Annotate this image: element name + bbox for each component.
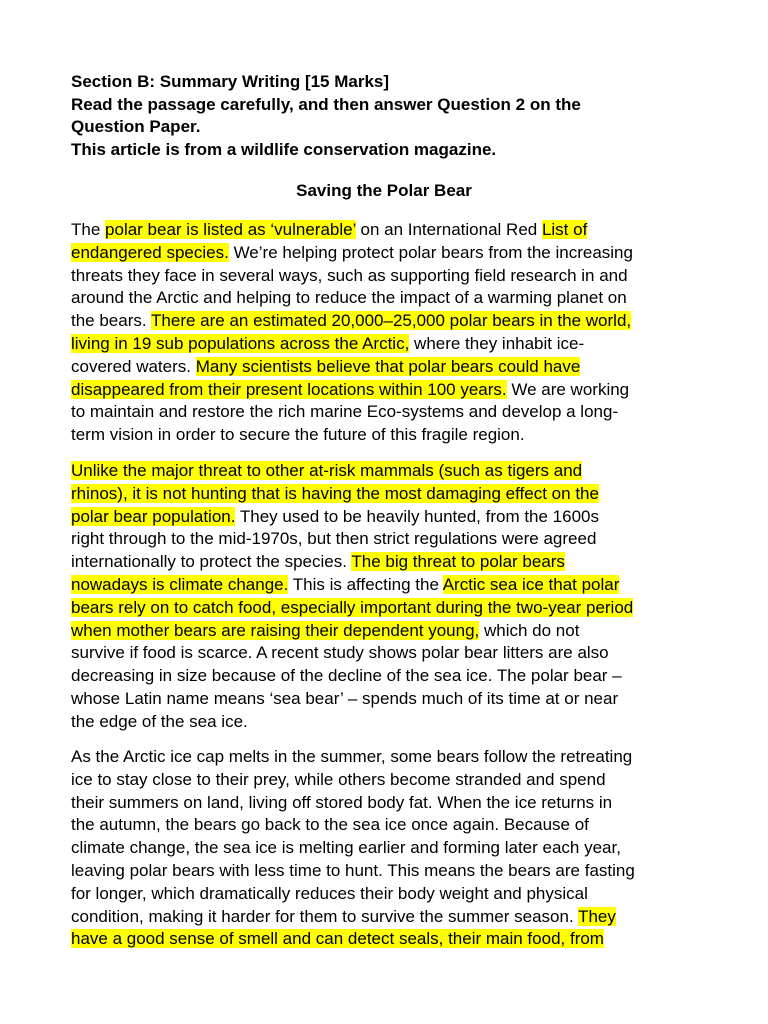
- text-segment: term vision in order to secure the future of this fragile region.: [71, 425, 525, 445]
- highlighted-text: The big threat to polar bears: [351, 552, 565, 572]
- highlighted-text: There are an estimated 20,000–25,000 polar bears in the world,: [151, 311, 632, 331]
- highlighted-text: living in 19 sub populations across the Arctic,: [71, 333, 410, 353]
- text-segment: We’re helping protect polar bears from the increasing: [228, 242, 633, 262]
- text-line: [71, 379, 711, 402]
- section-header: [71, 71, 731, 161]
- highlighted-text: bears rely on to catch food, especially important during the two-year period: [71, 597, 634, 617]
- highlighted-text: Arctic sea ice that polar: [442, 574, 620, 594]
- highlighted-text: when mother bears are raising their dependent young,: [71, 620, 480, 640]
- text-line: [71, 928, 711, 951]
- paragraph-3: [71, 746, 711, 951]
- text-segment: where they inhabit ice-: [409, 333, 585, 353]
- source-note: This article is from a wildlife conservation magazine.: [71, 139, 497, 159]
- highlighted-text: List of: [541, 220, 588, 239]
- text-line: [71, 837, 711, 860]
- text-segment: whose Latin name means ‘sea bear’ – spends much of its time at or near: [71, 688, 619, 708]
- text-line: [71, 424, 711, 447]
- text-line: [71, 333, 711, 356]
- text-segment: The: [71, 220, 106, 239]
- text-line: [71, 769, 711, 792]
- paragraph-1: [71, 219, 711, 447]
- text-line: [71, 814, 711, 837]
- highlighted-text: disappeared from their present locations within 100 years.: [71, 379, 507, 399]
- text-line: [71, 401, 711, 424]
- highlighted-text: nowadays is climate change.: [71, 574, 289, 594]
- text-segment: As the Arctic ice cap melts in the summer, some bears follow the retreating: [71, 747, 633, 766]
- text-line: [71, 356, 711, 379]
- highlighted-text: Many scientists believe that polar bears could have: [195, 356, 581, 376]
- highlighted-text: endangered species.: [71, 242, 229, 262]
- text-line: [71, 642, 711, 665]
- text-segment: internationally to protect the species.: [71, 552, 352, 572]
- text-line: [71, 792, 711, 815]
- highlighted-text: rhinos), it is not hunting that is having the most damaging effect on the: [71, 483, 599, 503]
- text-line: [71, 688, 711, 711]
- text-line: [71, 746, 711, 769]
- text-segment: decreasing in size because of the decline of the sea ice. The polar bear –: [71, 666, 622, 686]
- paragraph-2: [71, 460, 711, 734]
- highlighted-text: polar bear is listed as ‘vulnerable’: [105, 220, 356, 239]
- text-line: [71, 265, 711, 288]
- text-segment: climate change, the sea ice is melting earlier and forming later each year,: [71, 838, 621, 858]
- text-line: [71, 287, 711, 310]
- text-segment: which do not: [479, 620, 580, 640]
- text-segment: leaving polar bears with less time to hunt. This means the bears are fasting: [71, 860, 635, 880]
- text-line: [71, 665, 711, 688]
- text-line: [71, 528, 711, 551]
- text-segment: on an International Red: [355, 220, 542, 239]
- text-segment: their summers on land, living off stored body fat. When the ice returns in: [71, 792, 613, 812]
- text-segment: ice to stay close to their prey, while others become stranded and spend: [71, 769, 606, 789]
- text-segment: to maintain and restore the rich marine Eco-systems and develop a long-: [71, 402, 619, 422]
- text-line: [71, 506, 711, 529]
- text-segment: We are working: [506, 379, 630, 399]
- highlighted-text: They: [578, 906, 616, 926]
- highlighted-text: Unlike the major threat to other at-risk mammals (such as tigers and: [71, 461, 583, 480]
- section-heading: Section B: Summary Writing [15 Marks]: [71, 72, 390, 91]
- text-line: [71, 483, 711, 506]
- text-line: [71, 597, 711, 620]
- text-segment: the edge of the sea ice.: [71, 711, 248, 731]
- highlighted-text: polar bear population.: [71, 506, 236, 526]
- text-line: [71, 906, 711, 929]
- highlighted-text: have a good sense of smell and can detect seals, their main food, from: [71, 929, 604, 949]
- instruction-line: Read the passage carefully, and then answer Question 2 on the: [71, 94, 581, 114]
- text-line: [71, 219, 711, 242]
- article-title: Saving the Polar Bear: [296, 181, 472, 200]
- text-line: [71, 620, 711, 643]
- text-segment: They used to be heavily hunted, from the 1600s: [235, 506, 600, 526]
- text-line: [71, 883, 711, 906]
- text-line: [71, 551, 711, 574]
- text-line: [71, 310, 711, 333]
- text-segment: the bears.: [71, 311, 152, 331]
- text-segment: right through to the mid-1970s, but then strict regulations were agreed: [71, 529, 597, 549]
- text-line: [71, 711, 711, 734]
- instruction-line: Question Paper.: [71, 117, 201, 137]
- text-line: [71, 574, 711, 597]
- text-line: [71, 242, 711, 265]
- text-segment: condition, making it harder for them to survive the summer season.: [71, 906, 579, 926]
- text-segment: threats they face in several ways, such as supporting field research in and: [71, 265, 628, 285]
- text-segment: around the Arctic and helping to reduce the impact of a warming planet on: [71, 288, 627, 308]
- text-segment: for longer, which dramatically reduces their body weight and physical: [71, 883, 588, 903]
- text-segment: the autumn, the bears go back to the sea ice once again. Because of: [71, 815, 589, 835]
- text-line: [71, 860, 711, 883]
- text-segment: survive if food is scarce. A recent study shows polar bear litters are also: [71, 643, 609, 663]
- text-segment: This is affecting the: [288, 574, 443, 594]
- text-segment: covered waters.: [71, 356, 196, 376]
- text-line: [71, 460, 711, 483]
